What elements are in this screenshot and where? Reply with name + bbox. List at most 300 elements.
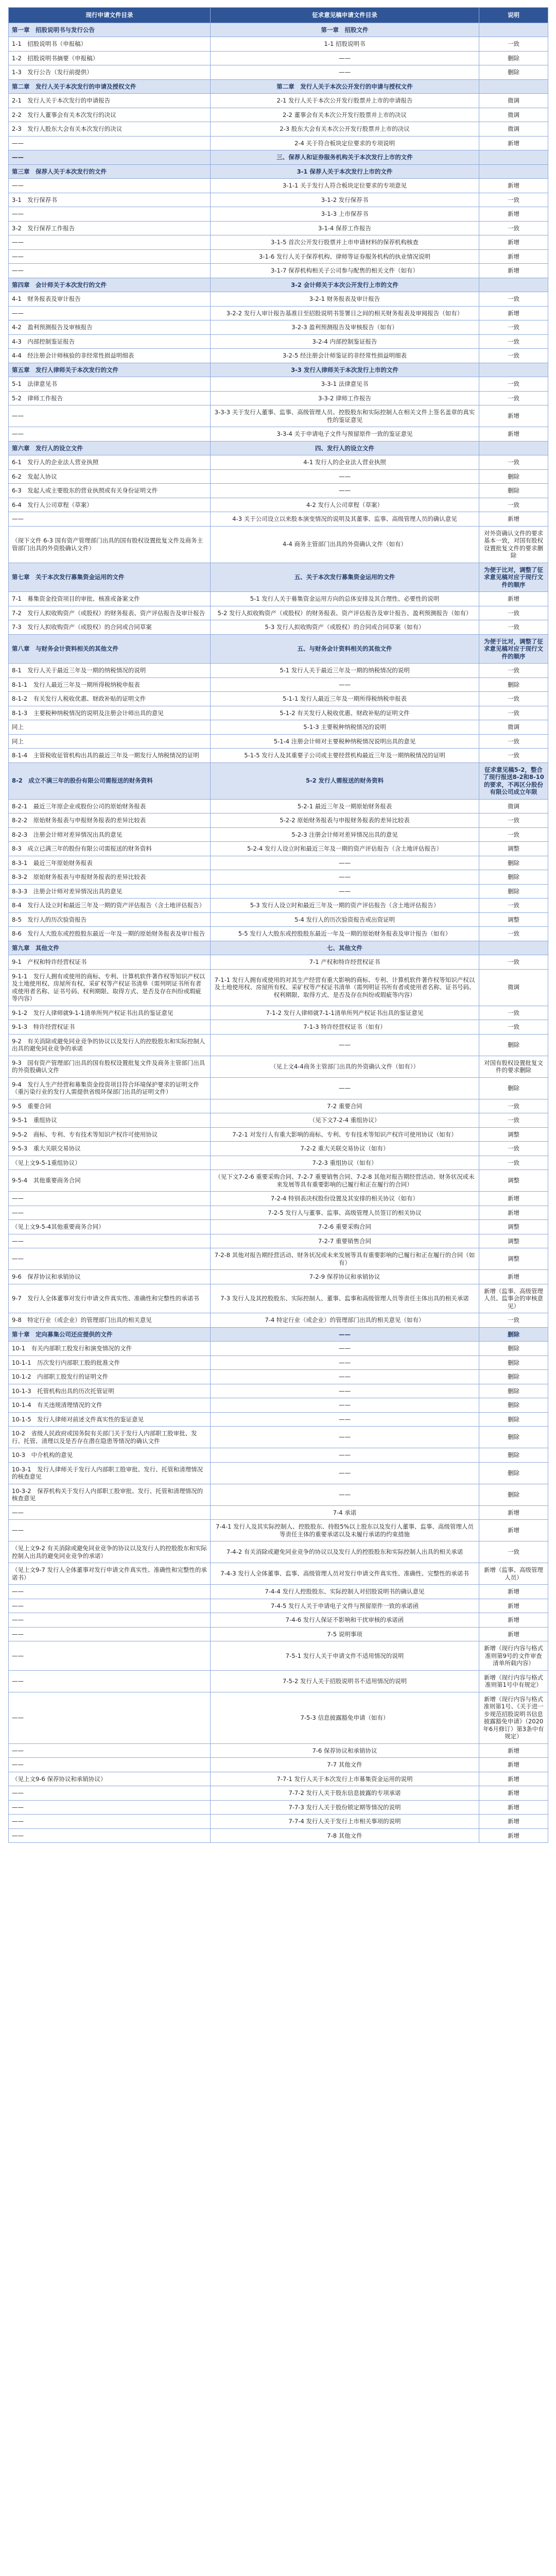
table-row (9, 1743, 548, 1758)
table-row (9, 827, 548, 842)
table-row (9, 1006, 548, 1020)
draft-item-cell: —— (211, 677, 479, 692)
table-row (9, 856, 548, 870)
note-cell: 新增 (479, 512, 548, 527)
draft-item-cell: —— (211, 1327, 479, 1342)
draft-item-cell: 3-3-1 法律意见书 (211, 377, 479, 392)
draft-item-cell: 3-2 会计师关于本次公开发行上市的文件 (211, 278, 479, 292)
current-item-cell: —— (9, 150, 211, 165)
current-item-cell: 第二章 发行人关于本次发行的申请及授权文件 (9, 79, 211, 94)
draft-item-cell: 7-4-1 发行人及其实际控制人、控股股东、持股5%以上股东以及发行人董事、监事、高级管理人员等责任主体的重要承诺以及未履行承诺的约束措施 (211, 1520, 479, 1541)
table-row (9, 1786, 548, 1801)
table-row (9, 1563, 548, 1585)
draft-item-cell: 3-2-5 经注册会计师鉴证的非经常性损益明细表 (211, 349, 479, 363)
draft-item-cell: 4-1 发行人的企业法人营业执照 (211, 455, 479, 470)
current-item-cell: 2-1 发行人关于本次发行的申请报告 (9, 94, 211, 108)
draft-item-cell: —— (211, 1484, 479, 1505)
table-row (9, 1192, 548, 1206)
table-row (9, 1270, 548, 1284)
table-row (9, 349, 548, 363)
table-row (9, 51, 548, 65)
note-cell: 新增（监事、高级管理人员、监事会的审核意见） (479, 1284, 548, 1313)
current-item-cell: 同上 (9, 720, 211, 735)
table-row (9, 94, 548, 108)
draft-item-cell: 5-4 发行人的历次验资报告或出资证明 (211, 912, 479, 927)
table-row (9, 1220, 548, 1234)
table-row (9, 1462, 548, 1484)
table-row (9, 1398, 548, 1413)
note-cell (479, 79, 548, 94)
table-row (9, 207, 548, 222)
draft-item-cell: 7-4-6 发行人保证不影响和干扰审核的承诺函 (211, 1613, 479, 1628)
current-item-cell: —— (9, 179, 211, 193)
table-row (9, 720, 548, 735)
draft-item-cell: 7-1-2 发行人律师就7-1-1清单所列产权证书出具的鉴证意见 (211, 1006, 479, 1020)
note-cell: 一致 (479, 455, 548, 470)
table-row (9, 1585, 548, 1599)
draft-item-cell: 7-2-7 重要销售合同 (211, 1234, 479, 1248)
table-row (9, 620, 548, 635)
table-row (9, 1284, 548, 1313)
current-item-cell: —— (9, 306, 211, 320)
draft-item-cell: 7-4-5 发行人关于申请电子文件与预留原件一致的承诺函 (211, 1599, 479, 1613)
current-item-cell: 6-1 发行人的企业法人营业执照 (9, 455, 211, 470)
note-cell: 微调 (479, 122, 548, 137)
draft-item-cell: —— (211, 1355, 479, 1370)
note-cell: 调整 (479, 1234, 548, 1248)
current-item-cell: 8-1-2 有关发行人税收优惠、财政补贴的证明文件 (9, 692, 211, 706)
table-row (9, 249, 548, 264)
current-item-cell: 第四章 会计师关于本次发行的文件 (9, 278, 211, 292)
current-item-cell: 8-2 成立不满三年的股份有限公司需报送的财务资料 (9, 762, 211, 799)
draft-item-cell: 3-1-4 保荐工作报告 (211, 221, 479, 235)
note-cell: 一致 (479, 664, 548, 678)
draft-item-cell: 5-2-4 发行人设立时和最近三年及一期的资产评估报告（含土地评估报告） (211, 842, 479, 856)
table-row (9, 484, 548, 498)
current-item-cell: 7-3 发行人拟收购资产（或股权）的合同或合同草案 (9, 620, 211, 635)
table-row (9, 692, 548, 706)
current-item-cell: 9-4 发行人生产经营和募集资金投资项目符合环境保护要求的证明文件（重污染行业的发行人需提供省级环保部门出具的证明文件） (9, 1077, 211, 1099)
current-item-cell: 9-7 发行人全体董事对发行申请文件真实性、准确性和完整性的承诺书 (9, 1284, 211, 1313)
table-row (9, 455, 548, 470)
draft-item-cell: 7-1-1 发行人拥有或使用的对其生产经营有重大影响的商标、专利、计算机软件著作权等知识产权以及土地使用权、房屋所有权、采矿权等产权证书清单（需列明证书所有者或使用者名称、证书号码、权利期限、取得方式、是否及存在纠纷或瑕疵等内容） (211, 969, 479, 1006)
current-item-cell: —— (9, 1786, 211, 1801)
draft-item-cell: 3-2-1 财务报表及审计报告 (211, 292, 479, 307)
section-row (9, 762, 548, 799)
current-item-cell: 9-2 有关消除或避免同业竞争的协议以及发行人的控股股东和实际控制人出具的避免同业竞争的承诺 (9, 1034, 211, 1056)
current-item-cell: 10-1 有关内部职工股发行和演变情况的文件 (9, 1342, 211, 1356)
draft-item-cell: （见上文4-4商务主管部门出具的外资确认文件（如有）） (211, 1056, 479, 1077)
current-item-cell: —— (9, 1206, 211, 1220)
table-row (9, 391, 548, 405)
note-cell: 为便于比对，调整了征求意见稿对应于现行文件的顺序 (479, 634, 548, 664)
draft-item-cell: 7-4 承诺 (211, 1505, 479, 1520)
note-cell: 一致 (479, 320, 548, 335)
table-row (9, 677, 548, 692)
table-row (9, 1206, 548, 1220)
note-cell: 新增 (479, 427, 548, 442)
note-cell: 新增 (479, 1520, 548, 1541)
current-item-cell: 8-4 发行人设立时和最近三年及一期的资产评估报告（含土地评估报告） (9, 899, 211, 913)
draft-item-cell: 2-1 发行人关于本次公开发行股票并上市的申请报告 (211, 94, 479, 108)
table-row (9, 292, 548, 307)
note-cell: 新增（现行内容与格式准则第1号中有规定） (479, 1670, 548, 1692)
table-row (9, 122, 548, 137)
note-cell: 调整 (479, 912, 548, 927)
draft-item-cell: 4-3 关于公司设立以来股本演变情况的说明及其董事、监事、高级管理人员的确认意见 (211, 512, 479, 527)
current-item-cell: （见上文9-6 保荐协议和承销协议） (9, 1772, 211, 1786)
comparison-table (8, 7, 548, 1843)
draft-item-cell: —— (211, 65, 479, 80)
draft-item-cell: 5-3 发行人拟收购资产（或股权）的合同或合同草案（如有） (211, 620, 479, 635)
table-row (9, 334, 548, 349)
draft-item-cell: 7-5 说明事项 (211, 1627, 479, 1641)
table-row (9, 136, 548, 150)
current-item-cell: 9-5-2 商标、专利、专有技术等知识产权许可使用协议 (9, 1127, 211, 1142)
current-item-cell: 6-3 发起人或主要股东的营业执照或有关身份证明文件 (9, 484, 211, 498)
note-cell: 一致 (479, 814, 548, 828)
current-item-cell: 8-5 发行人的历次验资报告 (9, 912, 211, 927)
current-item-cell: 8-2-3 注册会计师对差异情况出具的意见 (9, 827, 211, 842)
draft-item-cell: （见下文7-2-6 重要采购合同、7-2-7 重要销售合同、7-2-8 其他对报告期经营活动、财务状况或未来发展等具有重要影响的已履行和正在履行的合同） (211, 1170, 479, 1192)
table-row (9, 1170, 548, 1192)
draft-item-cell: 五、关于本次发行募集资金运用的文件 (211, 563, 479, 592)
note-cell: 新增 (479, 1627, 548, 1641)
note-cell: 一致 (479, 1006, 548, 1020)
note-cell: 新增 (479, 1270, 548, 1284)
table-row (9, 1313, 548, 1328)
draft-item-cell: 7-7-2 发行人关于股东信息披露的专项承诺 (211, 1786, 479, 1801)
draft-item-cell: 5-3 发行人设立时和最近三年及一期的资产评估报告（含土地评估报告） (211, 899, 479, 913)
table-row (9, 1020, 548, 1035)
section-row (9, 164, 548, 179)
table-row (9, 1641, 548, 1671)
note-cell: 新增 (479, 1599, 548, 1613)
note-cell: 删除 (479, 1484, 548, 1505)
note-cell: 新增 (479, 1828, 548, 1843)
draft-item-cell: 5-1-1 发行人最近三年及一期所得税纳税申报表 (211, 692, 479, 706)
current-item-cell: —— (9, 1599, 211, 1613)
note-cell: 一致 (479, 692, 548, 706)
draft-item-cell: 3-3 发行人律师关于本次发行上市的文件 (211, 363, 479, 377)
current-item-cell: 10-2 省级人民政府或国务院有关部门关于发行人内部职工股审批、发行、托管、清理以及是否存在潜在隐患等情况的确认文件 (9, 1427, 211, 1448)
note-cell: 调整 (479, 1248, 548, 1270)
note-cell: 一致 (479, 1142, 548, 1156)
draft-item-cell: —— (211, 884, 479, 899)
draft-item-cell: 3-2-2 发行人审计报告基准日至招股说明书签署日之间的相关财务报表及审阅报告（如有） (211, 306, 479, 320)
note-cell: 一致 (479, 927, 548, 941)
current-item-cell: 4-2 盈利预测报告及审核报告 (9, 320, 211, 335)
current-item-cell: 5-2 律师工作报告 (9, 391, 211, 405)
current-item-cell: 2-3 发行人股东大会有关本次发行的决议 (9, 122, 211, 137)
note-cell (479, 164, 548, 179)
draft-item-cell: 7-8 其他文件 (211, 1828, 479, 1843)
table-row (9, 1815, 548, 1829)
note-cell: 一致 (479, 391, 548, 405)
note-cell: 新增 (479, 235, 548, 250)
current-item-cell: 9-1 产权和特许经营权证书 (9, 955, 211, 970)
draft-item-cell: （见下文7-2-4 重组协议） (211, 1113, 479, 1128)
note-cell: 对外资确认文件的要求基本一致，对国有股权设置批复文件的要求删除 (479, 526, 548, 563)
note-cell: 一致 (479, 37, 548, 52)
table-row (9, 37, 548, 52)
draft-item-cell: —— (211, 1462, 479, 1484)
current-item-cell: 6-4 发行人公司章程（草案） (9, 498, 211, 512)
current-item-cell: 第九章 其他文件 (9, 941, 211, 955)
note-cell: 删除 (479, 1462, 548, 1484)
table-row (9, 969, 548, 1006)
section-row (9, 79, 548, 94)
current-item-cell: —— (9, 1234, 211, 1248)
current-item-cell: —— (9, 1613, 211, 1628)
table-row (9, 884, 548, 899)
note-cell: 删除 (479, 884, 548, 899)
note-cell: 一致 (479, 1156, 548, 1170)
draft-item-cell: 7-4 特定行业（或企业）的管理部门出具的相关意见（如有） (211, 1313, 479, 1328)
note-cell: 删除 (479, 469, 548, 484)
table-row (9, 1505, 548, 1520)
note-cell: 新增 (479, 1800, 548, 1815)
note-cell: 删除 (479, 1427, 548, 1448)
section-row (9, 634, 548, 664)
note-cell: 一致 (479, 334, 548, 349)
current-item-cell: 1-1 招股说明书（申报稿） (9, 37, 211, 52)
section-row (9, 941, 548, 955)
section-row (9, 563, 548, 592)
note-cell (479, 441, 548, 455)
note-cell: 一致 (479, 620, 548, 635)
draft-item-cell: 5-1 发行人关于募集资金运用方向的总体安排及其合理性、必要性的说明 (211, 592, 479, 606)
table-row (9, 1484, 548, 1505)
table-body (9, 23, 548, 1843)
current-item-cell: 8-1-1 发行人最近三年及一期所得税纳税申报表 (9, 677, 211, 692)
note-cell: 删除 (479, 1370, 548, 1384)
table-row (9, 405, 548, 427)
note-cell: 新增 (479, 306, 548, 320)
note-cell: 新增（现行内容与格式准则第9号的文件审查清单所载内容） (479, 1641, 548, 1671)
table-row (9, 814, 548, 828)
note-cell: 一致 (479, 377, 548, 392)
note-cell: 新增 (479, 264, 548, 278)
table-row (9, 1599, 548, 1613)
table-row (9, 799, 548, 814)
note-cell: 删除 (479, 1355, 548, 1370)
draft-item-cell: —— (211, 1448, 479, 1463)
current-item-cell: 同上 (9, 734, 211, 749)
draft-item-cell: 7-2-9 保荐协议和承销协议 (211, 1270, 479, 1284)
note-cell: 微调 (479, 720, 548, 735)
note-cell: 删除 (479, 870, 548, 885)
note-cell: 一致 (479, 1020, 548, 1035)
draft-item-cell: 7-5-2 发行人关于招股说明书不适用情况的说明 (211, 1670, 479, 1692)
note-cell (479, 23, 548, 37)
current-item-cell: 10-3-2 保荐机构关于发行人内部职工股审批、发行、托管和清理情况的核查意见 (9, 1484, 211, 1505)
draft-item-cell: 7-1-3 特许经营权证书（如有） (211, 1020, 479, 1035)
note-cell: 删除 (479, 1412, 548, 1427)
table-row (9, 264, 548, 278)
current-item-cell: （现下文件 6-3 国有资产管理部门出具的国有股权设置批复文件及商务主管部门出具的外资股确认文件） (9, 526, 211, 563)
note-cell: 一致 (479, 1313, 548, 1328)
draft-item-cell: 5-2 发行人拟收购资产（或股权）的财务报表、资产评估报告及审计报告、盈利预测报告（如有） (211, 606, 479, 620)
draft-item-cell: —— (211, 1384, 479, 1398)
note-cell: 删除 (479, 1034, 548, 1056)
note-cell: 一致 (479, 749, 548, 763)
draft-item-cell: —— (211, 1427, 479, 1448)
current-item-cell: —— (9, 264, 211, 278)
draft-item-cell: 3-3-2 律师工作报告 (211, 391, 479, 405)
draft-item-cell: 3-1-2 发行保荐书 (211, 193, 479, 207)
note-cell: 删除 (479, 1448, 548, 1463)
current-item-cell: —— (9, 1585, 211, 1599)
draft-item-cell: 第一章 招股文件 (211, 23, 479, 37)
table-row (9, 1541, 548, 1563)
table-row (9, 1427, 548, 1448)
current-item-cell: —— (9, 1670, 211, 1692)
current-item-cell: 第三章 保荐人关于本次发行的文件 (9, 164, 211, 179)
draft-item-cell: —— (211, 51, 479, 65)
draft-item-cell: —— (211, 469, 479, 484)
current-item-cell: （见上文9-5-1重组协议） (9, 1156, 211, 1170)
current-item-cell: 9-5-3 重大关联交易协议 (9, 1142, 211, 1156)
current-item-cell: —— (9, 1192, 211, 1206)
table-row (9, 1142, 548, 1156)
draft-item-cell: 3-1-3 上市保荐书 (211, 207, 479, 222)
note-cell: 新增 (479, 592, 548, 606)
current-item-cell: 10-3-1 发行人律师关于发行人内部职工股审批、发行、托管和清理情况的核查意见 (9, 1462, 211, 1484)
note-cell: 删除 (479, 677, 548, 692)
note-cell: 一致 (479, 734, 548, 749)
current-item-cell: 10-1-3 托管机构出具的历次托管证明 (9, 1384, 211, 1398)
draft-item-cell: 7-2 重要合同 (211, 1099, 479, 1113)
current-item-cell: （见上文9-7 发行人全体董事对发行申请文件真实性、准确性和完整性的承诺书） (9, 1563, 211, 1585)
current-item-cell: 9-8 特定行业（或企业）的管理部门出具的相关意见 (9, 1313, 211, 1328)
draft-item-cell: 5-1-3 主要税种纳税情况的说明 (211, 720, 479, 735)
note-cell: 新增 (479, 405, 548, 427)
current-item-cell: 2-2 发行人董事会有关本次发行的决议 (9, 108, 211, 122)
table-row (9, 1613, 548, 1628)
note-cell: 删除 (479, 1398, 548, 1413)
note-cell: 新增（现行内容与格式准则第1号、《关于进一步规范招股说明书信息披露豁免申请》（2020年6月修订）第3条中有规定） (479, 1692, 548, 1743)
draft-item-cell: 五、与财务会计资料相关的其他文件 (211, 634, 479, 664)
table-row (9, 1077, 548, 1099)
note-cell: 新增（监事、高级管理人员） (479, 1563, 548, 1585)
draft-item-cell: 2-3 股东大会有关本次公开发行股票并上市的决议 (211, 122, 479, 137)
draft-item-cell: 3-3-4 关于申请电子文件与预留原件一致的鉴证意见 (211, 427, 479, 442)
current-item-cell: —— (9, 427, 211, 442)
note-cell: 新增 (479, 136, 548, 150)
note-cell: 为便于比对，调整了征求意见稿对应于现行文件的顺序 (479, 563, 548, 592)
current-item-cell: 4-4 经注册会计师核验的非经常性损益明细表 (9, 349, 211, 363)
current-item-cell: 8-2-1 最近三年原企业或股份公司的原始财务报表 (9, 799, 211, 814)
draft-item-cell: 7-2-2 重大关联交易协议（如有） (211, 1142, 479, 1156)
draft-item-cell: —— (211, 484, 479, 498)
table-row (9, 842, 548, 856)
current-item-cell: （见上文9-2 有关消除或避免同业竞争的协议以及发行人的控股股东和实际控制人出具的避免同业竞争的承诺） (9, 1541, 211, 1563)
section-row (9, 441, 548, 455)
current-item-cell: 9-1-2 发行人律师就9-1-1清单所列产权证书出具的鉴证意见 (9, 1006, 211, 1020)
draft-item-cell: 4-4 商务主管部门出具的外资确认文件（如有） (211, 526, 479, 563)
draft-item-cell: 2-2 董事会有关本次公开发行股票并上市的决议 (211, 108, 479, 122)
current-item-cell: 10-1-5 发行人律师对前述文件真实性的鉴证意见 (9, 1412, 211, 1427)
note-cell: 删除 (479, 484, 548, 498)
draft-item-cell: 7-7 其他文件 (211, 1758, 479, 1772)
draft-item-cell: —— (211, 1398, 479, 1413)
draft-item-cell: 7-4-4 发行人控股股东、实际控制人对招股说明书的确认意见 (211, 1585, 479, 1599)
draft-item-cell: 7-2-3 重组协议（如有） (211, 1156, 479, 1170)
draft-item-cell: 7-5-3 信息披露豁免申请（如有） (211, 1692, 479, 1743)
draft-item-cell: 3-2-4 内部控制鉴证报告 (211, 334, 479, 349)
note-cell: 一致 (479, 193, 548, 207)
table-row (9, 193, 548, 207)
current-item-cell: 7-1 募集资金投资项目的审批、核准或备案文件 (9, 592, 211, 606)
table-row (9, 1627, 548, 1641)
table-row (9, 1355, 548, 1370)
table-row (9, 870, 548, 885)
table-row (9, 1034, 548, 1056)
note-cell: 删除 (479, 1327, 548, 1342)
note-cell (479, 150, 548, 165)
note-cell: 调整 (479, 1220, 548, 1234)
draft-item-cell: 5-2-2 原始财务报表与申报财务报表的差异比较表 (211, 814, 479, 828)
draft-item-cell: 3-2-3 盈利预测报告及审核报告（如有） (211, 320, 479, 335)
draft-item-cell: 5-2-1 最近三年及一期原始财务报表 (211, 799, 479, 814)
table-row (9, 1412, 548, 1427)
draft-item-cell: 七、其他文件 (211, 941, 479, 955)
table-row (9, 1520, 548, 1541)
table-row (9, 427, 548, 442)
note-cell: 删除 (479, 51, 548, 65)
note-cell: 新增 (479, 1613, 548, 1628)
note-cell: 删除 (479, 1077, 548, 1099)
note-cell: 一致 (479, 955, 548, 970)
table-row (9, 592, 548, 606)
section-row (9, 23, 548, 37)
section-row (9, 363, 548, 377)
draft-item-cell: 5-1-5 发行人及其重要子公司或主要经营机构最近三年及一期纳税情况的证明 (211, 749, 479, 763)
note-cell: 一致 (479, 292, 548, 307)
table-row (9, 606, 548, 620)
draft-item-cell: —— (211, 1077, 479, 1099)
table-row (9, 1692, 548, 1743)
current-item-cell: 8-6 发行人大股东或控股股东最近一年及一期的原始财务报表及审计报告 (9, 927, 211, 941)
note-cell: 新增 (479, 179, 548, 193)
draft-item-cell: 7-2-5 发行人与董事、监事、高级管理人员签订的相关协议 (211, 1206, 479, 1220)
current-item-cell: 8-3-1 最近三年原始财务报表 (9, 856, 211, 870)
table-row (9, 927, 548, 941)
note-cell: 新增 (479, 1206, 548, 1220)
table-row (9, 377, 548, 392)
current-item-cell: 10-3 中介机构的意见 (9, 1448, 211, 1463)
draft-item-cell: 2-4 关于符合板块定位要求的专项说明 (211, 136, 479, 150)
table-row (9, 1828, 548, 1843)
note-cell: 一致 (479, 221, 548, 235)
note-cell: 删除 (479, 65, 548, 80)
draft-item-cell: 三、保荐人和证券服务机构关于本次发行上市的文件 (211, 150, 479, 165)
draft-item-cell: 5-1-2 有关发行人税收优惠、财政补贴的证明文件 (211, 706, 479, 720)
draft-item-cell: —— (211, 856, 479, 870)
note-cell: 一致 (479, 498, 548, 512)
table-row (9, 1099, 548, 1113)
note-cell: 一致 (479, 1113, 548, 1128)
table-row (9, 320, 548, 335)
current-item-cell: （见上文9-5-4其他重要商务合同） (9, 1220, 211, 1234)
note-cell: 一致 (479, 706, 548, 720)
current-item-cell: —— (9, 1758, 211, 1772)
current-item-cell: 第五章 发行人律师关于本次发行的文件 (9, 363, 211, 377)
header-note: 说明 (479, 8, 548, 23)
current-item-cell: —— (9, 1641, 211, 1671)
table-row (9, 734, 548, 749)
